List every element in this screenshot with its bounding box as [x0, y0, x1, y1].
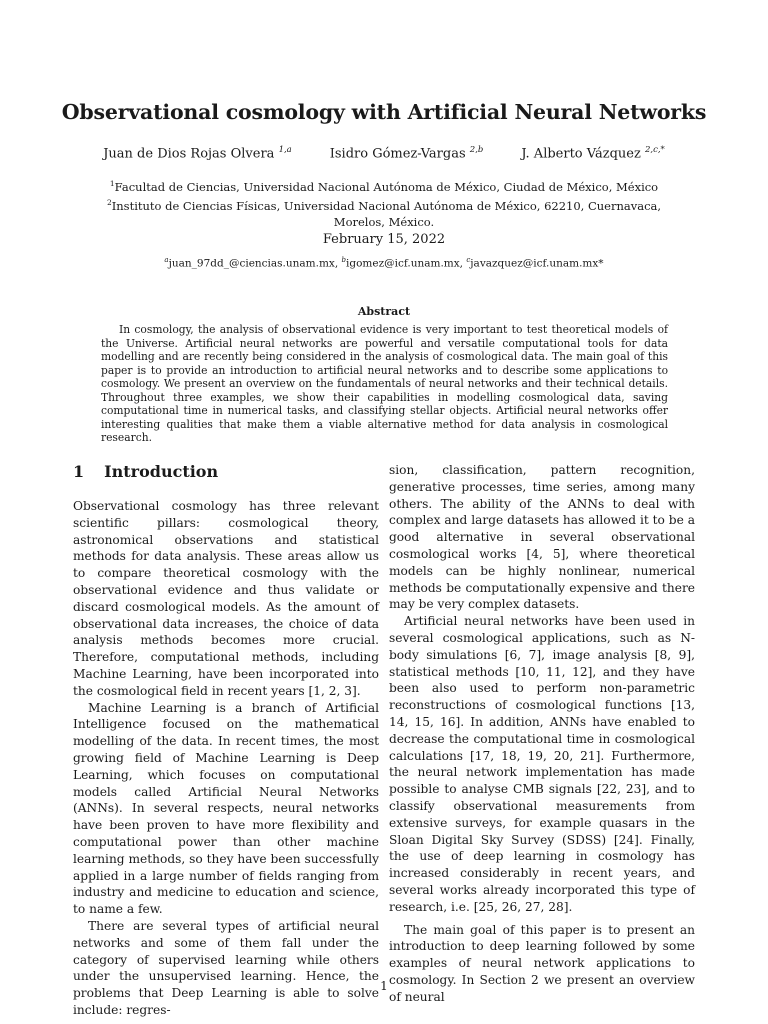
email: juan_97dd_@ciencias.unam.mx, [168, 257, 339, 270]
affiliation: $^2$Instituto de Ciencias Físicas, Universidad Nacional Autónoma de México, 62210, Cuernavaca, Morelos, México. [106, 197, 662, 229]
paragraph: The main goal of this paper is to present an introduction to deep learning followed by some examples of neural network applications to cosmology. In Section 2 we present an overview of neural [389, 922, 695, 1004]
author-list [40, 145, 728, 161]
paragraph: There are several types of artificial neural networks and some of them fall under the category of supervised learning while others under the unsupervised learning. Hence, the problems that Deep Learning is able to solve include: regres- [73, 918, 379, 1017]
affiliations [80, 176, 688, 230]
paper-title: Observational cosmology with Artificial Neural Networks [61, 100, 707, 124]
right-column [389, 462, 695, 1006]
paper-date: February 15, 2022 [322, 232, 446, 247]
author: Isidro Gómez-Vargas $^{2,b}$ [329, 145, 484, 162]
left-column [73, 462, 379, 1019]
author: Juan de Dios Rojas Olvera $^{1,a}$ [103, 145, 292, 162]
section-number: 1 [73, 462, 85, 481]
email: igomez@icf.unam.mx, [346, 257, 464, 270]
paragraph: sion, classification, pattern recognition, generative processes, time series, among many others. The ability of the ANNs to deal with complex and large datasets has allowed it to be a good alternative in several observational cosmological works [4, 5], where theoretical models can be highly nonlinear, numerical methods be computationally expensive and there may be very complex datasets. [389, 463, 695, 612]
abstract-text: In cosmology, the analysis of observational evidence is very important to test theoretical models of the Universe. Artificial neural networks are powerful and versatile computational tools for data modelling and are recently being considered in the analysis of cosmological data. The main goal of this paper is to provide an introduction to artificial neural networks and to describe some applications to cosmology. We present an overview on the fundamentals of neural networks and their technical details. Throughout three examples, we show their capabilities in modelling cosmological data, saving computational time in numerical tasks, and classifying stellar objects. Artificial neural networks offer interesting qualities that make them a viable alternative method for data analysis in cosmological research. [101, 323, 668, 444]
abstract-heading: Abstract [357, 305, 411, 318]
author: J. Alberto Vázquez $^{2,c,*}$ [521, 145, 665, 162]
affiliation: $^1$Facultad de Ciencias, Universidad Nacional Autónoma de México, Ciudad de México, México [109, 179, 659, 194]
page-number: 1 [380, 979, 388, 993]
paragraph: Observational cosmology has three relevant scientific pillars: cosmological theory, astronomical observations and statistical methods for data analysis. These areas allow us to compare theoretical cosmology with the observational evidence and thus validate or discard cosmological models. As the amount of observational data increases, the choice of data analysis methods becomes more crucial. Therefore, computational methods, including Machine Learning, have been incorporated into the cosmological field in recent years [1, 2, 3]. [73, 499, 379, 698]
email-list: $^a$juan_97dd_@ciencias.unam.mx, $^b$igomez@icf.unam.mx, $^c$javazquez@icf.unam.mx* [164, 256, 604, 270]
paragraph: Machine Learning is a branch of Artificial Intelligence focused on the mathematical modelling of the data. In recent times, the most growing field of Machine Learning is Deep Learning, which focuses on computational models called Artificial Neural Networks (ANNs). In several respects, neural networks have been proven to have more flexibility and computational power than other machine learning methods, so they have been successfully applied in a large number of fields ranging from industry and medicine to education and science, to name a few. [73, 700, 379, 917]
paragraph: Artificial neural networks have been used in several cosmological applications, such as N-body simulations [6, 7], image analysis [8, 9], statistical methods [10, 11, 12], and they have been also used to perform non-parametric reconstructions of cosmological functions [13, 14, 15, 16]. In addition, ANNs have enabled to decrease the computational time in cosmological calculations [17, 18, 19, 20, 21]. Furthermore, the neural network implementation has made possible to analyse CMB signals [22, 23], and to classify observational measurements from extensive surveys, for example quasars in the Sloan Digital Sky Survey (SDSS) [24]. Finally, the use of deep learning in cosmology has increased considerably in recent years, and several works already incorporated this type of research, i.e. [25, 26, 27, 28]. [389, 614, 695, 914]
section-title: Introduction [104, 462, 219, 481]
section-heading [73, 462, 379, 484]
email: javazquez@icf.unam.mx* [470, 257, 604, 270]
